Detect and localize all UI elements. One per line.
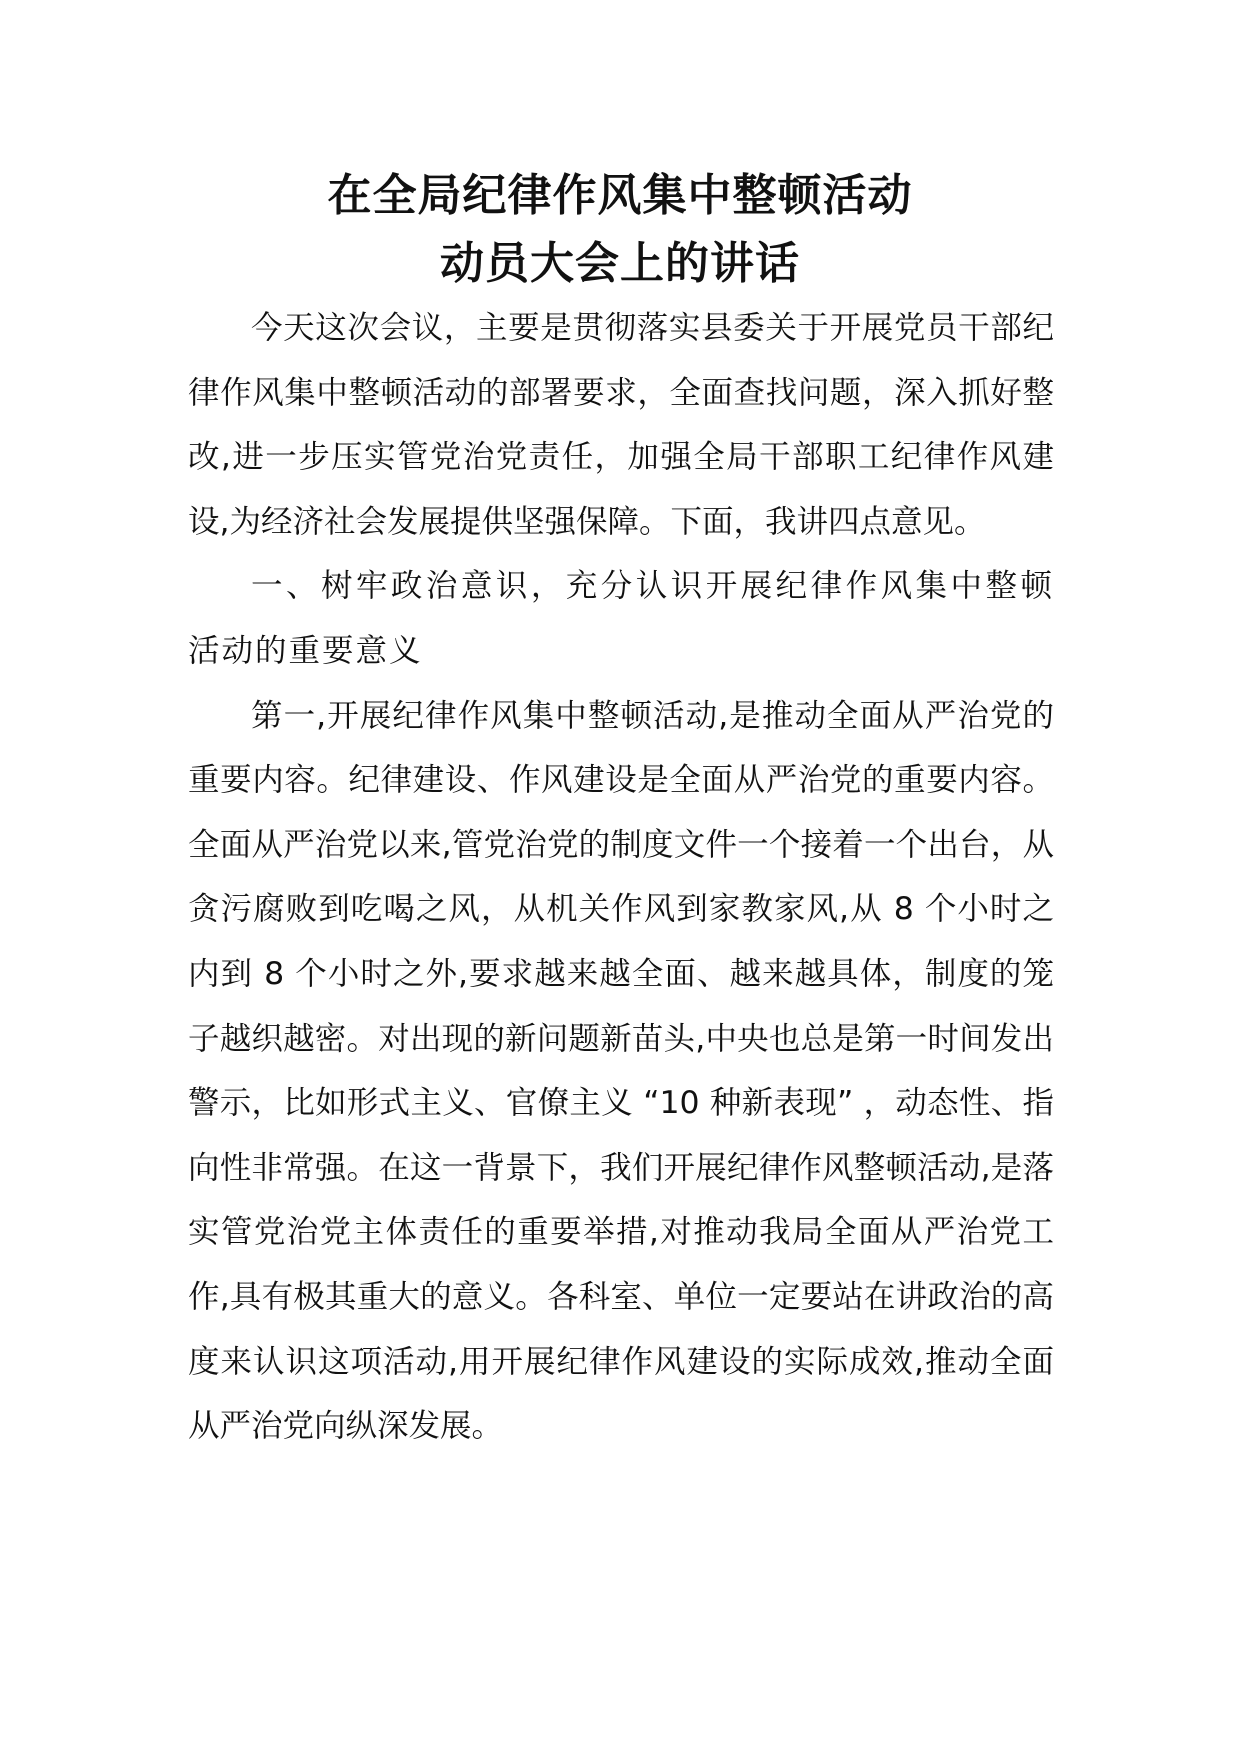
section-heading-1: 一、树牢政治意识，充分认识开展纪律作风集中整顿活动的重要意义: [188, 568, 1054, 669]
document-title-line-2: 动员大会上的讲话: [440, 238, 800, 289]
document-title-line-1: 在全局纪律作风集中整顿活动: [327, 170, 913, 221]
document-body: [188, 296, 1054, 1459]
intro-paragraph: 今天这次会议，主要是贯彻落实县委关于开展党员干部纪律作风集中整顿活动的部署要求，全面查找问题，深入抓好整改,进一步压实管党治党责任，加强全局干部职工纪律作风建设,为经济社会发展提供坚强保障。下面，我讲四点意见。: [188, 310, 1054, 540]
body-paragraph-1: 第一,开展纪律作风集中整顿活动,是推动全面从严治党的重要内容。纪律建设、作风建设是全面从严治党的重要内容。全面从严治党以来,管党治党的制度文件一个接着一个出台，从贪污腐败到吃喝之风，从机关作风到家教家风,从 8 个小时之内到 8 个小时之外,要求越来越全面、越来越具体，制度的笼子越织越密。对出现的新问题新苗头,中央也总是第一时间发出警示，比如形式主义、官僚主义 “10 种新表现” ，动态性、指向性非常强。在这一背景下，我们开展纪律作风整顿活动,是落实管党治党主体责任的重要举措,对推动我局全面从严治党工作,具有极其重大的意义。各科室、单位一定要站在讲政治的高度来认识这项活动,用开展纪律作风建设的实际成效,推动全面从严治党向纵深发展。: [188, 697, 1054, 1445]
